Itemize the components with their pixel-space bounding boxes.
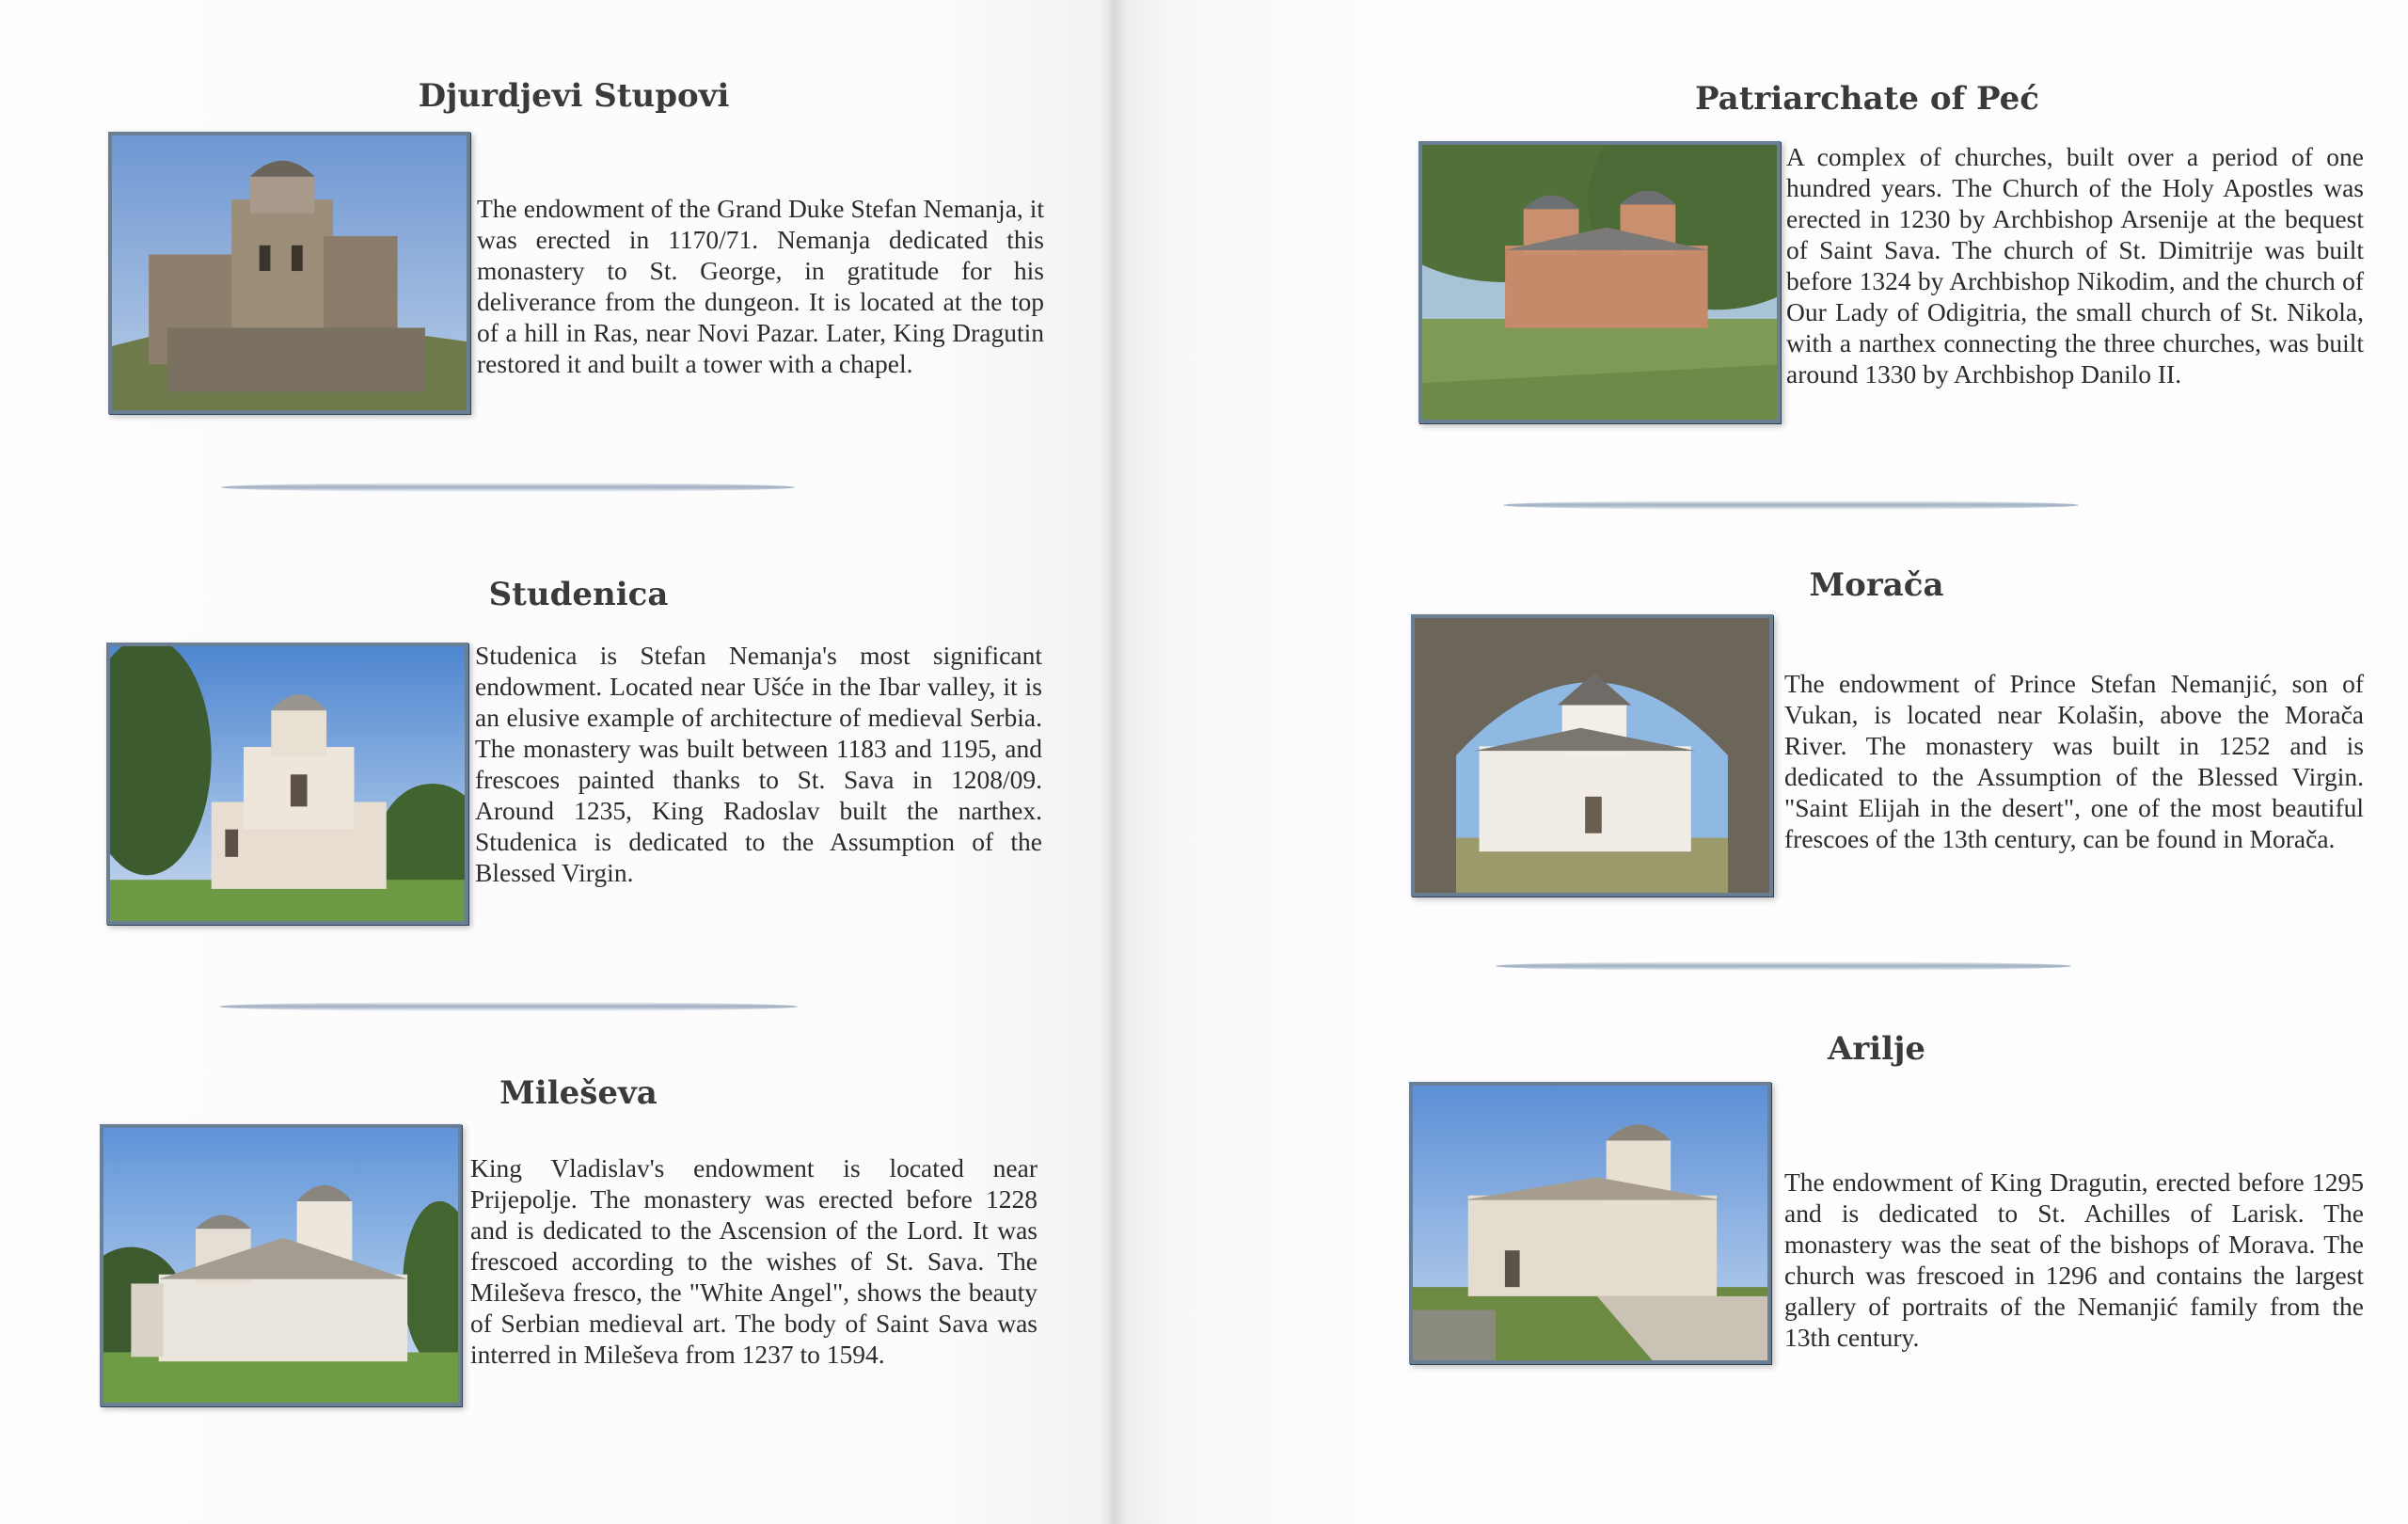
photo-studenica: [106, 643, 468, 925]
section-title-mileseva: Mileševa: [499, 1074, 657, 1112]
section-divider: [221, 483, 795, 492]
section-text-djurdjevi-stupovi: The endowment of the Grand Duke Stefan Nemanja, it was erected in 1170/71. Nemanja dedicated this monastery to St. George, in gratitude for his deliverance from the dungeon. It is located at the top of a hill in Ras, near Novi Pazar. Later, King Dragutin restored it and built a tower with a chapel.: [477, 194, 1044, 378]
section-title-arilje: Arilje: [1827, 1030, 1926, 1068]
section-divider: [1496, 961, 2071, 971]
section-text-studenica: Studenica is Stefan Nemanja's most significant endowment. Located near Ušće in the Ibar valley, it is an elusive example of architecture of medieval Serbia. The monastery was built between 1183 and 1195, and frescoes painted thanks to St. Sava in 1208/09. Around 1235, King Radoslav built the narthex. Studenica is dedicated to the Assumption of the Blessed Virgin.: [475, 641, 1042, 887]
photo-patriarchate-of-pec: [1418, 141, 1781, 423]
book-gutter: [1099, 0, 1127, 1524]
section-text-arilje: The endowment of King Dragutin, erected before 1295 and is dedicated to St. Achilles of Larisk. The monastery was the seat of the bishops of Morava. The church was frescoed in 1296 and contains the largest gallery of portraits of the Nemanjić family from the 13th century.: [1784, 1167, 2364, 1352]
photo-mileseva: [100, 1124, 462, 1406]
photo-djurdjevi-stupovi: [108, 132, 470, 414]
section-divider: [219, 1002, 798, 1011]
section-title-studenica: Studenica: [488, 576, 669, 613]
photo-moraca: [1411, 614, 1773, 897]
section-title-djurdjevi-stupovi: Djurdjevi Stupovi: [418, 77, 730, 115]
section-title-patriarchate-of-pec: Patriarchate of Peć: [1695, 80, 2039, 118]
section-text-mileseva: King Vladislav's endowment is located near Prijepolje. The monastery was erected before 1228 and is dedicated to the Ascension of the Lord. It was frescoed according to the wishes of St. Sava. The Mileševa fresco, the "White Angel", shows the beauty of Serbian medieval art. The body of Saint Sava was interred in Mileševa from 1237 to 1594.: [470, 1153, 1038, 1369]
section-text-moraca: The endowment of Prince Stefan Nemanjić, son of Vukan, is located near Kolašin, above the Morača River. The monastery was built in 1252 and is dedicated to the Assumption of the Blessed Virgin. "Saint Elijah in the desert", one of the most beautiful frescoes of the 13th century, can be found in Morača.: [1784, 669, 2364, 853]
section-text-patriarchate-of-pec: A complex of churches, built over a period of one hundred years. The Church of the Holy Apostles was erected in 1230 by Archbishop Arsenije at the bequest of Saint Sava. The church of St. Dimitrije was built before 1324 by Archbishop Nikodim, and the church of Our Lady of Odigitria, the small church of St. Nikola, with a narthex connecting the three churches, was built around 1330 by Archbishop Danilo II.: [1786, 142, 2364, 389]
section-title-moraca: Morača: [1809, 566, 1944, 604]
section-divider: [1503, 500, 2079, 510]
photo-arilje: [1409, 1082, 1771, 1364]
